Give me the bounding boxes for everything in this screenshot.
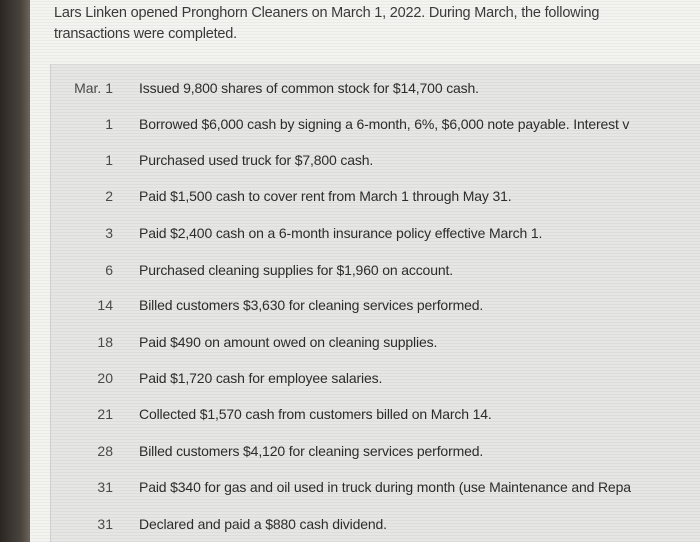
table-row (51, 215, 700, 251)
transaction-description: Borrowed $6,000 cash by signing a 6-month, 6%, $6,000 note payable. Interest v (139, 116, 630, 132)
table-row (51, 70, 700, 106)
transaction-date: 31 (97, 479, 113, 495)
table-row (51, 360, 700, 396)
problem-intro (54, 3, 674, 45)
textbook-page (30, 0, 700, 542)
transaction-date: 14 (97, 297, 113, 313)
transaction-description: Purchased used truck for $7,800 cash. (139, 152, 374, 168)
transaction-description: Paid $2,400 cash on a 6-month insurance policy effective March 1. (139, 225, 543, 241)
table-row (51, 396, 700, 432)
transaction-description: Purchased cleaning supplies for $1,960 on account. (139, 262, 453, 278)
transaction-date: 6 (105, 262, 113, 278)
transactions-table (50, 64, 700, 542)
intro-line-2: transactions were completed. (54, 26, 237, 42)
transaction-description: Paid $490 on amount owed on cleaning supplies. (139, 334, 438, 350)
transaction-date: 20 (97, 370, 113, 386)
transaction-description: Paid $1,720 cash for employee salaries. (139, 370, 383, 386)
transaction-date: 3 (105, 225, 113, 241)
table-row (51, 178, 700, 214)
table-row (51, 287, 700, 323)
transaction-date: 2 (105, 188, 113, 204)
photo-left-edge (0, 0, 30, 542)
table-row (51, 506, 700, 542)
table-row (51, 106, 700, 142)
transaction-date: 1 (105, 152, 113, 168)
transaction-date: Mar. 1 (74, 80, 113, 96)
table-row (51, 324, 700, 360)
table-row (51, 252, 700, 288)
transaction-date: 28 (97, 443, 113, 459)
transaction-date: 21 (97, 406, 113, 422)
transaction-description: Paid $1,500 cash to cover rent from March 1 through May 31. (139, 188, 512, 204)
intro-line-1: Lars Linken opened Pronghorn Cleaners on March 1, 2022. During March, the following (54, 5, 600, 21)
transaction-date: 18 (97, 334, 113, 350)
table-row (51, 469, 700, 505)
transaction-description: Collected $1,570 cash from customers billed on March 14. (139, 406, 492, 422)
transaction-description: Billed customers $3,630 for cleaning services performed. (139, 297, 484, 313)
transaction-date: 31 (97, 516, 113, 532)
table-row (51, 142, 700, 178)
transaction-date: 1 (105, 116, 113, 132)
table-row (51, 433, 700, 469)
transaction-description: Paid $340 for gas and oil used in truck during month (use Maintenance and Repa (139, 479, 631, 495)
transaction-description: Issued 9,800 shares of common stock for $14,700 cash. (139, 80, 479, 96)
transaction-description: Billed customers $4,120 for cleaning services performed. (139, 443, 484, 459)
transaction-description: Declared and paid a $880 cash dividend. (139, 516, 387, 532)
